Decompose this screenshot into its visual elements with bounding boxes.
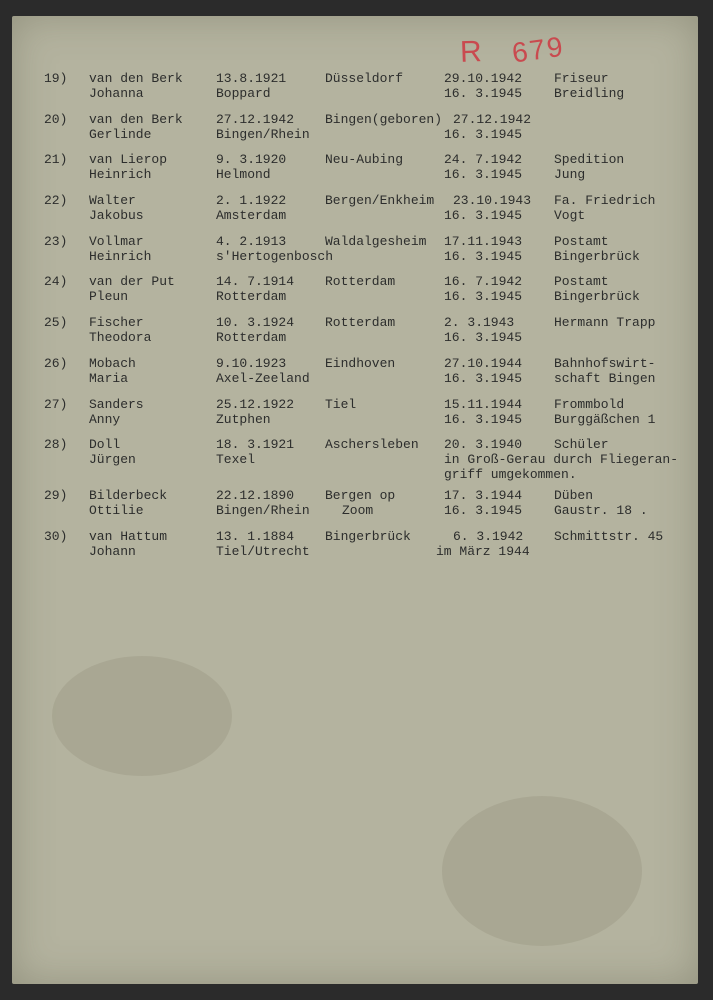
birth-place: Boppard [216,86,271,101]
employer: Spedition [554,152,625,168]
list-item [12,274,698,304]
employer-detail: Vogt [554,208,586,224]
previous-residence: Bergen op [325,488,396,504]
surname: Fischer [89,315,144,331]
list-item [12,152,698,182]
previous-residence: Rotterdam [325,274,396,290]
departure-date: 16. 3.1945 [444,126,523,142]
departure-date: 16. 3.1945 [444,208,523,224]
birth-place: Rotterdam [216,289,287,305]
archive-letter: R [459,35,485,69]
departure-date: 16. 3.1945 [444,167,523,183]
birth-date: 9. 3.1920 [216,152,287,168]
employer-detail: Bingerbrück [554,248,640,264]
archive-number: 679 [509,30,567,69]
previous-residence-cont: Zoom [342,503,374,519]
surname: van Hattum [89,528,168,544]
first-name: Ottilie [89,503,144,519]
arrival-date: 6. 3.1942 [453,528,524,544]
surname: van Lierop [89,152,168,168]
first-name: Maria [89,370,129,386]
surname: Bilderbeck [89,488,168,504]
first-name: Jürgen [89,452,136,468]
list-item [12,437,698,482]
list-item [12,112,698,142]
departure-date: 16. 3.1945 [444,248,523,264]
list-item [12,397,698,427]
employer: Bahnhofswirt- [554,355,656,371]
surname: van den Berk [89,111,183,127]
birth-date: 22.12.1890 [216,488,295,504]
birth-date: 25.12.1922 [216,396,295,412]
arrival-date: 16. 7.1942 [444,274,523,290]
first-name: Pleun [89,289,129,305]
departure-date: 16. 3.1945 [444,330,523,346]
list-item [12,234,698,264]
list-item [12,71,698,101]
birth-date: 13.8.1921 [216,71,287,86]
entry-number: 27) [44,396,68,412]
surname: Vollmar [89,233,144,249]
entry-number: 28) [44,437,68,453]
entry-number: 22) [44,193,68,209]
arrival-date: 24. 7.1942 [444,152,523,168]
entry-number: 23) [44,233,68,249]
first-name: Johann [89,543,136,559]
previous-residence: Bingen(geboren) [325,111,443,127]
arrival-date: 29.10.1942 [444,71,523,86]
departure-date: 16. 3.1945 [444,370,523,386]
previous-residence: Düsseldorf [325,71,404,86]
birth-date: 4. 2.1913 [216,233,287,249]
surname: Mobach [89,355,136,371]
arrival-date: 17. 3.1944 [444,488,523,504]
employer-detail: Burggäßchen 1 [554,411,656,427]
employer: Fa. Friedrich [554,193,656,209]
previous-residence: Waldalgesheim [325,233,427,249]
document-page [12,16,698,984]
surname: Walter [89,193,136,209]
first-name: Heinrich [89,248,152,264]
list-item [12,315,698,345]
employer: Frommbold [554,396,625,412]
previous-residence: Aschersleben [325,437,419,453]
birth-date: 14. 7.1914 [216,274,295,290]
arrival-date: 15.11.1944 [444,396,523,412]
list-item [12,356,698,386]
surname: van den Berk [89,71,183,86]
previous-residence: Neu-Aubing [325,152,404,168]
first-name: Anny [89,411,121,427]
departure-date: 16. 3.1945 [444,411,523,427]
arrival-date: 27.12.1942 [453,111,532,127]
birth-place: Axel-Zeeland [216,370,310,386]
departure-date: 16. 3.1945 [444,289,523,305]
birth-place: Bingen/Rhein [216,503,310,519]
first-name: Johanna [89,86,144,101]
entry-number: 26) [44,355,68,371]
first-name: Heinrich [89,167,152,183]
person-list [12,71,698,570]
employer-detail: Gaustr. 18 . [554,503,648,519]
birth-place: Helmond [216,167,271,183]
first-name: Jakobus [89,208,144,224]
surname: Sanders [89,396,144,412]
previous-residence: Tiel [325,396,357,412]
list-item [12,488,698,518]
departure-date: 16. 3.1945 [444,503,523,519]
entry-number: 21) [44,152,68,168]
previous-residence: Bingerbrück [325,528,411,544]
birth-place: Texel [216,452,256,468]
entry-number: 30) [44,528,68,544]
departure-date: im März 1944 [436,543,530,559]
entry-number: 25) [44,315,68,331]
arrival-date: 23.10.1943 [453,193,532,209]
entry-number: 29) [44,488,68,504]
birth-place: Tiel/Utrecht [216,543,310,559]
birth-place: Amsterdam [216,208,287,224]
birth-date: 18. 3.1921 [216,437,295,453]
employer: Friseur [554,71,609,86]
archive-stamp [459,32,565,70]
entry-number: 24) [44,274,68,290]
list-item [12,529,698,559]
birth-place: s'Hertogenbosch [216,248,334,264]
occupation: Schüler [554,437,609,453]
first-name: Gerlinde [89,126,152,142]
address: Schmittstr. 45 [554,528,664,544]
birth-place: Bingen/Rhein [216,126,310,142]
remark-line-1: in Groß-Gerau durch Fliegeran- [444,452,679,468]
entry-number: 19) [44,71,68,86]
employer-detail: Bingerbrück [554,289,640,305]
previous-residence: Bergen/Enkheim [325,193,435,209]
entry-number: 20) [44,111,68,127]
previous-residence: Eindhoven [325,355,396,371]
employer-detail: schaft Bingen [554,370,656,386]
surname: van der Put [89,274,175,290]
employer: Postamt [554,274,609,290]
departure-date: 16. 3.1945 [444,86,523,101]
employer: Postamt [554,233,609,249]
arrival-date: 17.11.1943 [444,233,523,249]
paper-stain [52,656,232,776]
employer-detail: Jung [554,167,586,183]
birth-date: 9.10.1923 [216,355,287,371]
birth-place: Zutphen [216,411,271,427]
birth-date: 27.12.1942 [216,111,295,127]
list-item [12,193,698,223]
arrival-date: 20. 3.1940 [444,437,523,453]
first-name: Theodora [89,330,152,346]
employer-detail: Breidling [554,86,625,101]
birth-place: Rotterdam [216,330,287,346]
arrival-date: 27.10.1944 [444,355,523,371]
birth-date: 10. 3.1924 [216,315,295,331]
employer: Düben [554,488,594,504]
arrival-date: 2. 3.1943 [444,315,515,331]
birth-date: 2. 1.1922 [216,193,287,209]
previous-residence: Rotterdam [325,315,396,331]
remark-line-2: griff umgekommen. [444,467,577,483]
surname: Doll [89,437,121,453]
birth-date: 13. 1.1884 [216,528,295,544]
paper-stain [442,796,642,946]
employer: Hermann Trapp [554,315,656,331]
